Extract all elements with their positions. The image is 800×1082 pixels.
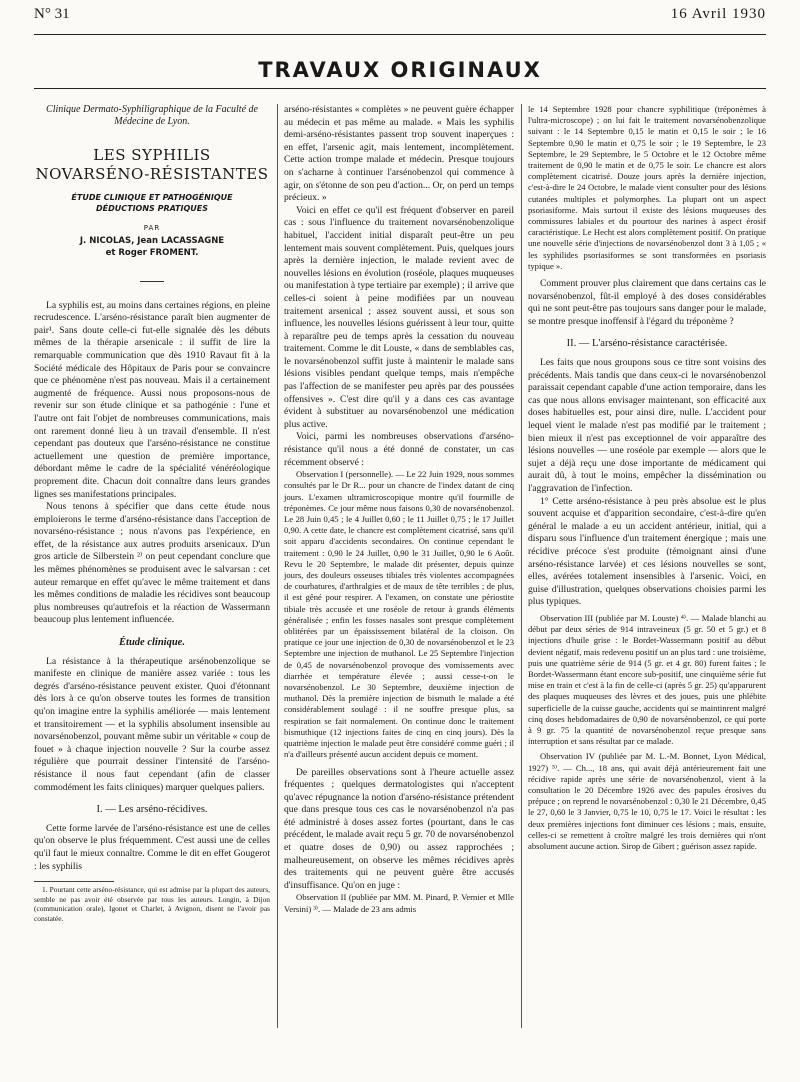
observation-1: Observation I (personnelle). — Le 22 Juin 1929, nous sommes consultés par le Dr R... pour un chancre de l'index datant de cinq jours. L'examen ultramicroscopique montre qu'il fourmille de tréponèmes. Ce jour même nous faisons 0,30 de novarsénobenzol. Le 28 Juin 0,45 ; le 4 Juillet 0,60 ; le 11 Juillet 0,75 ; le 17 Juillet 0,90. A cette date, le chancre est complètement cicatrisé, sans qu'il soit apparu d'accidents secondaires. On continue cependant le traitement : 0,90 le 24 Juillet, 0,90 le 31 Juillet, 0,90 le 6 Août. Revu le 20 Septembre, le malade dit présenter, depuis quinze jours, des douleurs osseuses tibiales très violentes accompagnées de courbatures, d'arthralgies et de maux de tête terribles ; de plus, il est gêné pour respirer. A l'examen, on constate une périostite tibiale très accusée et une roséole de retour à grands éléments généralisée ; enfin les fosses nasales sont presque complètement oblitérées par un épaississement bilatéral de la cloison. On pratique ce jour une injection de 0,30 de novarsénobenzol et le 23 Septembre une injection de muthanol. Le 25 Septembre l'injection de 0,45 de novarsénobenzol provoque des vomissements avec diarrhée et température élevée ; aussi cesse-t-on le novarsénobenzol. Le 30 Septembre, deuxième injection de muthanol. Dès la première injection de bismuth le malade a été considérablement soulagé : il ne souffre presque plus, sa respiration se fait normalement. On continue donc le traitement bismuthique (12 injections faites de cinq en cinq jours). Dès la quatrième injection le malade peut être considéré comme guéri ; il n'a d'ailleurs présenté aucun accident depuis ce moment.: [284, 469, 514, 760]
subtitle-line-2: DÉDUCTIONS PRATIQUES: [96, 204, 208, 213]
page-header: [34, 6, 766, 28]
title-separator: [140, 281, 164, 282]
authors: [34, 235, 270, 259]
authors-line-2: et Roger FROMENT.: [105, 247, 199, 258]
section-heading: I. — Les arséno-récidives.: [96, 804, 208, 816]
column-1: [34, 104, 270, 924]
observation-4: Observation IV (publiée par M. L.-M. Bonnet, Lyon Médical, 1927) ⁵⁾. — Ch..., 18 ans, qui avait déjà antérieurement fait une récidive rapide après une série de novarsénobenzol, vient à la consultation le 20 Décembre 1926 avec des papules érosives du prépuce ; on reprend le novarsénobenzol : 0,30 le 21 Décembre, 0,45 le 27, 0,60 le 3 Janvier, 0,75 le 10, 0,75 le 17. Voici le résultat : les deux premières injections font diminuer ces lésions ; mais, ensuite, celles-ci se remettent à croître malgré les trois dernières qui n'ont absolument aucune action. Sirop de Gibert ; guérison assez rapide.: [528, 751, 766, 851]
paragraph: Les faits que nous groupons sous ce titre sont voisins des précédents. Mais tandis que dans ceux-ci le novarsénobenzol paraissait cependant capable d'une action temporaire, dans les cas que nous allons envisager maintenant, son efficacité aux doses habituelles est, pour ainsi dire, nulle. L'accident pour lequel vient le malade n'est pas modifié par le traitement ; bien mieux il n'est pas exceptionnel de voir apparaître des lésions nouvelles — une roséole par exemple — alors que le sujet a déjà reçu une dose importante de médicament qui aurait dû, à tout le moins, empêcher la dissémination ou l'aggravation de l'infection.: [528, 357, 766, 494]
authors-line-1: J. NICOLAS, Jean LACASSAGNE: [79, 235, 225, 246]
affiliation: Clinique Dermato-Syphiligraphique de la Faculté de Médecine de Lyon.: [46, 104, 258, 127]
paragraph: 1° Cette arséno-résistance à peu près absolue est le plus souvent acquise et d'apparition secondaire, c'est-à-dire qu'en général le malade a eu un accident antérieur, initial, qui a disparu sous l'influence d'un traitement énergique ; mais une récidive précoce s'est produite (témoignant ainsi d'une arséno-résistance larvée) et ces lésions nouvelles se sont, elles, avérées totalement insensibles à l'arsenic. Voici, en guise d'illustration, quelques observations choisies parmi les plus typiques.: [528, 495, 766, 608]
header-rule: [34, 34, 766, 35]
paragraph: Cette forme larvée de l'arséno-résistance est une de celles qu'on observe le plus fréquemment. C'est aussi une de celles qu'il faut le mieux connaître. Comme le dit en effet Gougerot : les syphilis: [34, 822, 270, 872]
observation-2: Observation II (publiée par MM. M. Pinard, P. Vernier et Mlle Versini) ³⁾. — Malade de 23 ans admis: [284, 892, 514, 914]
issue-number: N° 31: [34, 6, 70, 22]
column-divider-1: [277, 104, 278, 1028]
paragraph: De pareilles observations sont à l'heure actuelle assez fréquentes ; quelques dermatologistes qui n'acceptent qu'avec répugnance la notion d'arséno-résistance prétendent que dans presque tous ces cas le novarsénobenzol n'a pas été administré à doses assez fortes (pourtant, dans le cas précédent, le malade avait reçu 5 gr. 70 de novarsénobenzol et quatre doses de 0,90) ou assez rapprochées ; malheureusement, on observe les mêmes récidives après des traitements qui ne peuvent guère être accusés d'insuffisance. Qu'on en juge :: [284, 766, 514, 891]
footnote: 1. Pourtant cette arséno-résistance, qui est admise par la plupart des auteurs, semble ne pas avoir été observée par tous les auteurs. Longin, à Dijon (communication orale), Igonet et Charlet, à Avignon, disent ne l'avoir pas constatée.: [34, 885, 270, 923]
column-divider-2: [521, 104, 522, 1028]
observation-2-continued: le 14 Septembre 1928 pour chancre syphilitique (tréponèmes à l'ultra-microscope) ; on lui fait le traitement novarsénobenzolique suivant : le 14 Septembre 0,15 le matin et 0,15 le soir ; le 16 Septembre 0,90 le matin et 0,75 le soir ; le 19 Septembre, le 23 Septembre, le 29 Septembre, le 5 Octobre et le 12 Octobre même traitement de 0,90 le matin et de 0,75 le soir. Le chancre est alors complètement cicatrisé. Douze jours après la dernière injection, c'est-à-dire le 24 Octobre, le malade vient consulter pour des lésions cutanées multiples et polymorphes. La plupart ont un aspect psoriasiforme. Mais surtout il existe des lésions muqueuses des commissures labiales et du pourtour des narines à aspect érosif caractéristique. Le Hecht est alors complètement positif. On pratique une nouvelle série d'injections de novarsénobenzol dont 3 à 1,05 ; « les syphilides psoriasiformes se sont transformées en psoriasis typique ».: [528, 104, 766, 271]
article-subtitle: [34, 192, 270, 214]
par-label: PAR: [143, 224, 161, 232]
column-2: [284, 104, 514, 915]
paragraph: La syphilis est, au moins dans certaines régions, en pleine recrudescence. L'arséno-résistance paraît bien augmenter de pair¹. Sans doute celle-ci fut-elle signalée dès les débuts mêmes de la thérapie arsenicale : il suffit de lire la remarquable communication que dès 1910 Ravaut fit à la Société médicale des Hôpitaux de Paris pour se convaincre que ce phénomène n'est pas nouveau. Mais il a certainement augmenté de fréquence. Aussi nous proposons-nous de revenir sur son étude clinique et sa pathogénie : l'une et l'autre ont fait l'objet de nombreuses communications, mais ont rarement donné lieu à un travail d'ensemble. Il n'est cependant pas douteux que l'arséno-résistance ne constitue actuellement une question de première importance, débordant même le cadre de la spécialité vénéréologique proprement dite. Chacun doit connaître dans leurs grandes lignes ses manifestations principales.: [34, 299, 270, 500]
rubric-title: TRAVAUX ORIGINAUX: [258, 58, 542, 82]
paragraph: Comment prouver plus clairement que dans certains cas le novarsénobenzol, fût-il employé à des doses considérables qui ne sont peut-être pas toujours sans danger pour le malade, se montre presque inoffensif à l'égard du tréponème ?: [528, 278, 766, 327]
subtitle-line-1: ÉTUDE CLINIQUE ET PATHOGÉNIQUE: [71, 193, 233, 202]
paragraph: Nous tenons à spécifier que dans cette étude nous emploierons le terme d'arséno-résistance dans l'acception de novarséno-résistance ; nous n'avons pas l'expérience, en effet, de la résistance aux autres produits arsenicaux. D'un gros article de Silberstein ²⁾ on peut cependant conclure que les mêmes phénomènes se produisent avec le salvarsan : cet auteur remarque en effet qu'avec le même traitement et dans les mêmes conditions de maladie les récidives sont beaucoup plus nombreuses qu'autrefois et la réaction de Wassermann beaucoup plus lentement influencée.: [34, 501, 270, 626]
paragraph: Voici en effet ce qu'il est fréquent d'observer en pareil cas : sous l'influence du traitement novarsénobenzolique habituel, l'accident initial disparaît peut-être un peu lentement mais souvent complètement. Puis, quelques jours après la dernière injection, le malade revient avec de nouvelles lésions en évolution (roséole, plaques muqueuses ou manifestation à type tertiaire par exemple) ; il arrive que celles-ci soient à peine modifiées par un nouveau traitement arsenical ; assez souvent aussi, et sous son influence, les nouvelles lésions guérissent à leur tour, quitte à reparaître peu de temps après la cessation du nouveau traitement. Comme le dit Louste, « dans de semblables cas, le novarsénobenzol suffit juste à maintenir le malade sans lésions visibles pendant quelque temps, mais n'empêche pas l'affection de se manifester peu après par des poussées offensives ». C'est dire qu'il y a dans ces cas avantage évident à substituer au novarsénobenzol une médication plus active.: [284, 204, 514, 430]
article-title: [34, 146, 270, 184]
column-3: [528, 104, 766, 852]
title-line-2: NOVARSÉNO-RÉSISTANTES: [35, 165, 269, 183]
section-heading: II. — L'arséno-résistance caractérisée.: [566, 338, 728, 350]
issue-date: 16 Avril 1930: [670, 6, 766, 22]
footnote-rule: [34, 881, 114, 882]
paragraph: La résistance à la thérapeutique arsénobenzolique se manifeste en clinique de manière assez variée : tous les degrés d'arséno-résistance peuvent exister. Quoi d'étonnant dès lors à ce qu'on observe toutes les formes de transition qu'on imagine entre la syphilis améliorée — mais lentement et transitoirement — et la syphilis absolument insensible au novarsénobenzol, pouvant même subir un véritable « coup de fouet » à chaque injection nouvelle ? Sur la courbe assez régulière que pourrait dessiner l'intensité de l'arséno-résistance il nous faut cependant (afin de classer commodément les faits cliniques) marquer quelques paliers.: [34, 655, 270, 793]
section-heading: Étude clinique.: [119, 637, 185, 649]
observation-3: Observation III (publiée par M. Louste) ⁴⁾. — Malade blanchi au début par deux séries de 914 intraveineux (5 gr. 50 et 5 gr.) et 8 injections d'huile grise : le Bordet-Wassermann positif au début devient négatif, mais redevenu positif un an plus tard : une troisième, puis une quatrième série de 914 (5 gr. et 4 gr. 80) furent faites ; le Bordet-Wassermann étant encore sub-positif, une cinquième série fut mise en train et c'est à la fin de celle-ci (après 5 gr. 25) qu'apparurent des plaques muqueuses des lèvres et des joues, puis une phlébite superficielle de la cuisse gauche, accidents qui se maintinrent malgré cinq doses hebdomadaires de 0,90 de novarsénobenzol, ce qui porte à 9 gr. 75 la quantité de novarsénobenzol reçue presque sans interruption et sans résultat par ce malade.: [528, 612, 766, 747]
title-line-1: LES SYPHILIS: [93, 146, 211, 164]
rubric-rule: [34, 88, 766, 89]
paragraph: arséno-résistantes « complètes » ne peuvent guère échapper au médecin et pas même au malade. « Mais les syphilis demi-arséno-résistantes passent trop souvent inaperçues : en effet, l'arsenic agit, mais lentement, incomplètement. Cette action trompe malade et médecin. Presque toujours on s'acharne à continuer l'arsénobenzol qui commence à agir, on s'étonne de son peu d'action... Or, on perd un temps précieux. »: [284, 104, 514, 204]
paragraph: Voici, parmi les nombreuses observations d'arséno-résistance qu'il nous a été donné de constater, un cas récemment observé :: [284, 431, 514, 468]
